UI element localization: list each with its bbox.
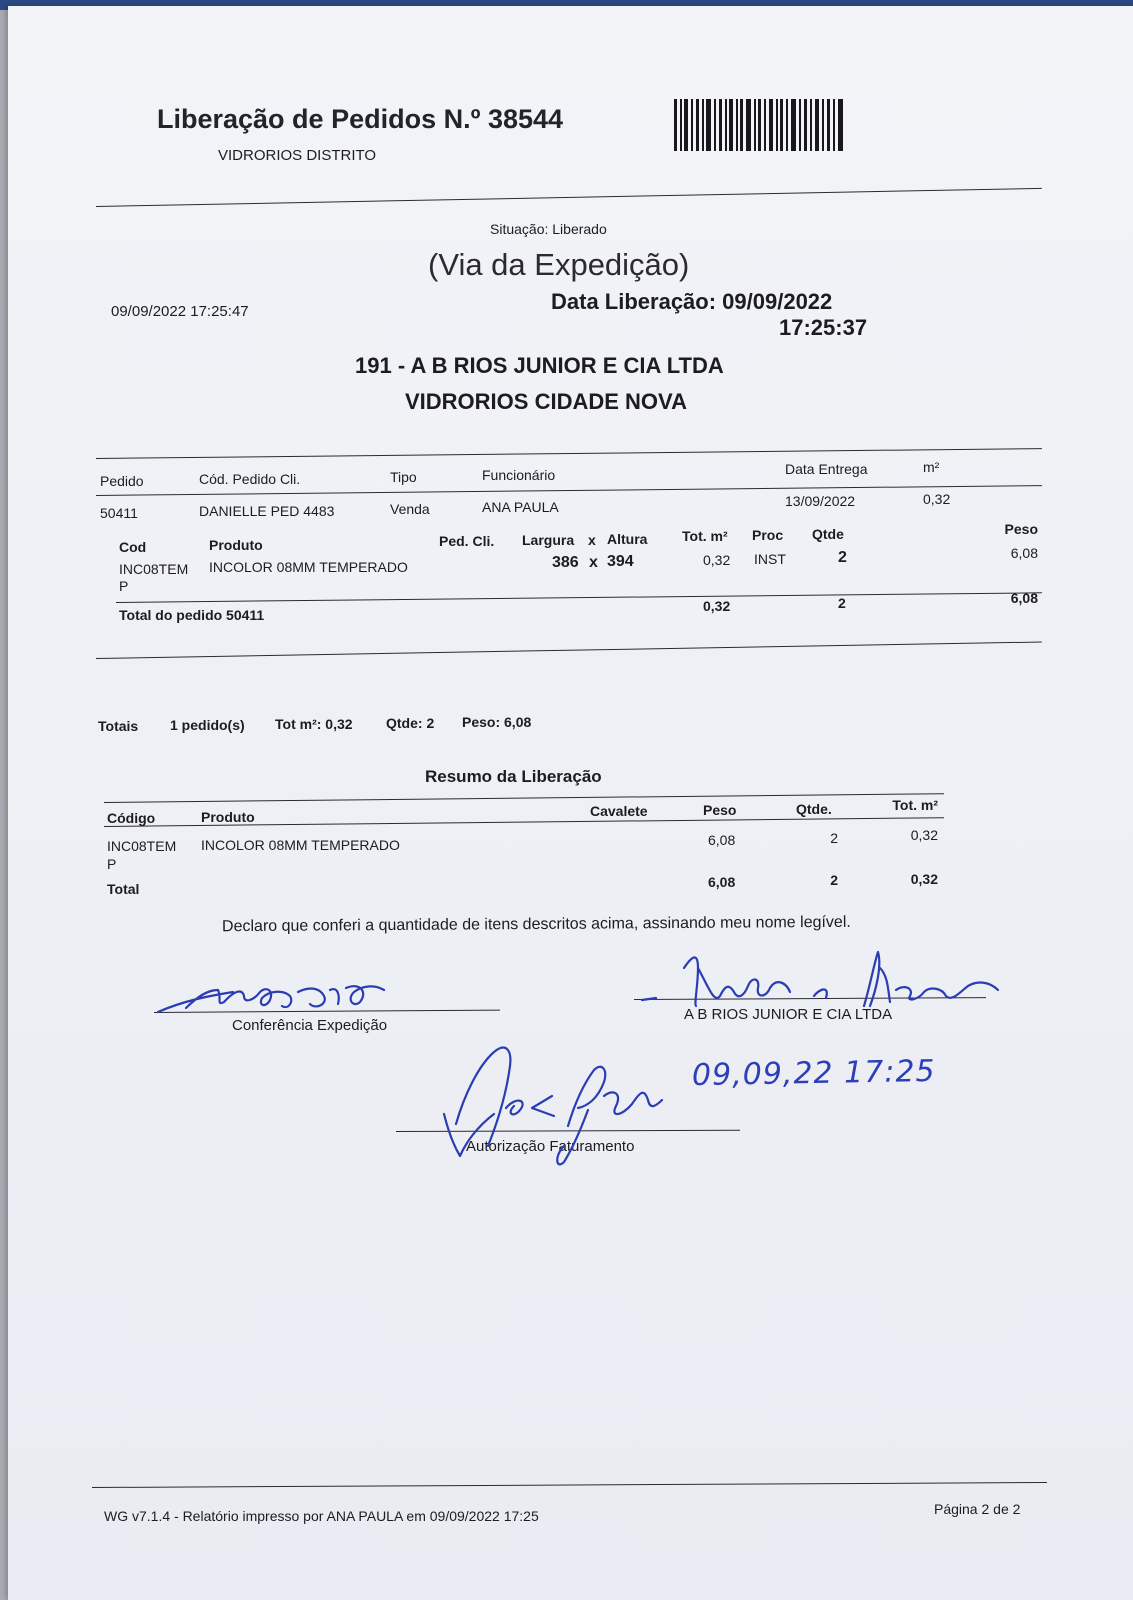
resumo-produto: INCOLOR 08MM TEMPERADO bbox=[201, 837, 400, 853]
footer-report-info: WG v7.1.4 - Relatório impresso por ANA PAULA em 09/09/2022 17:25 bbox=[104, 1508, 539, 1524]
item-header-proc: Proc bbox=[752, 527, 784, 543]
col-header-m2: m² bbox=[923, 459, 940, 475]
item-x: x bbox=[589, 554, 598, 571]
client-branch: VIDRORIOS CIDADE NOVA bbox=[405, 389, 687, 414]
resumo-header-peso: Peso bbox=[703, 802, 737, 818]
item-header-ped-cli: Ped. Cli. bbox=[439, 533, 495, 549]
col-header-data-entrega: Data Entrega bbox=[785, 461, 868, 477]
col-header-pedido: Pedido bbox=[100, 473, 144, 489]
resumo-total-tot-m2: 0,32 bbox=[910, 871, 938, 887]
document-title: Liberação de Pedidos N.º 38544 bbox=[157, 104, 564, 134]
resumo-peso: 6,08 bbox=[708, 832, 736, 848]
item-qtde: 2 bbox=[838, 549, 847, 566]
resumo-total-peso: 6,08 bbox=[708, 874, 736, 890]
item-cod-line1: INC08TEM bbox=[119, 561, 189, 577]
order-total-peso: 6,08 bbox=[1010, 590, 1038, 606]
totais-label: Totais bbox=[98, 718, 139, 734]
footer-page-number: Página 2 de 2 bbox=[934, 1501, 1021, 1517]
handwritten-signatures bbox=[8, 6, 1133, 1600]
item-produto: INCOLOR 08MM TEMPERADO bbox=[209, 559, 408, 575]
item-header-cod: Cod bbox=[119, 539, 147, 555]
company-name: VIDRORIOS DISTRITO bbox=[218, 147, 377, 164]
item-largura: 386 bbox=[552, 554, 579, 571]
item-peso: 6,08 bbox=[1010, 545, 1038, 561]
resumo-tot-m2: 0,32 bbox=[910, 827, 938, 843]
order-total-tot-m2: 0,32 bbox=[703, 598, 731, 614]
resumo-qtde: 2 bbox=[830, 830, 838, 846]
item-header-x: x bbox=[588, 532, 596, 548]
totais-pedidos: 1 pedido(s) bbox=[170, 717, 245, 733]
item-header-peso: Peso bbox=[1004, 521, 1038, 537]
order-funcionario-value: ANA PAULA bbox=[482, 499, 559, 515]
resumo-codigo-line1: INC08TEM bbox=[107, 838, 177, 854]
conferencia-label: Conferência Expedição bbox=[232, 1017, 388, 1034]
col-header-cod-pedido-cli: Cód. Pedido Cli. bbox=[199, 471, 301, 487]
order-cod-pedido-cli-value: DANIELLE PED 4483 bbox=[199, 503, 335, 519]
item-tot-m2: 0,32 bbox=[703, 552, 731, 568]
item-cod-line2: P bbox=[119, 578, 129, 594]
resumo-total-qtde: 2 bbox=[830, 872, 838, 888]
resumo-header-codigo: Código bbox=[107, 810, 156, 826]
resumo-codigo-line2: P bbox=[107, 856, 117, 872]
totais-qtde: Qtde: 2 bbox=[386, 715, 435, 731]
totais-peso: Peso: 6,08 bbox=[462, 714, 532, 730]
client-signature-label: A B RIOS JUNIOR E CIA LTDA bbox=[684, 1006, 893, 1023]
item-header-qtde: Qtde bbox=[812, 526, 844, 542]
resumo-header-produto: Produto bbox=[201, 809, 255, 825]
order-tipo-value: Venda bbox=[390, 501, 430, 517]
release-time: 17:25:37 bbox=[779, 315, 868, 340]
resumo-header-qtde: Qtde. bbox=[796, 801, 832, 817]
order-data-entrega-value: 13/09/2022 bbox=[785, 493, 856, 509]
resumo-header-cavalete: Cavalete bbox=[590, 803, 648, 819]
resumo-header-tot-m2: Tot. m² bbox=[892, 797, 938, 813]
handwritten-datetime: 09,09,22 17:25 bbox=[691, 1053, 936, 1094]
resumo-total-label: Total bbox=[107, 881, 140, 897]
order-m2-value: 0,32 bbox=[923, 491, 951, 507]
order-total-qtde: 2 bbox=[838, 595, 846, 611]
order-total-label: Total do pedido 50411 bbox=[119, 607, 265, 623]
declaration-text: Declaro que conferi a quantidade de itens descritos acima, assinando meu nome legível. bbox=[221, 913, 851, 936]
print-datetime: 09/09/2022 17:25:47 bbox=[111, 303, 249, 320]
totais-tot-m2: Tot m²: 0,32 bbox=[275, 716, 353, 732]
resumo-title: Resumo da Liberação bbox=[425, 767, 602, 786]
copy-label: (Via da Expedição) bbox=[428, 247, 690, 282]
release-date: Data Liberação: 09/09/2022 bbox=[551, 289, 833, 314]
item-altura: 394 bbox=[607, 553, 634, 570]
status-text: Situação: Liberado bbox=[490, 221, 607, 237]
order-pedido-value: 50411 bbox=[100, 505, 138, 521]
col-header-funcionario: Funcionário bbox=[482, 467, 556, 483]
col-header-tipo: Tipo bbox=[390, 469, 417, 485]
item-header-produto: Produto bbox=[209, 537, 263, 553]
client-name: 191 - A B RIOS JUNIOR E CIA LTDA bbox=[355, 353, 724, 378]
autorizacao-label: Autorização Faturamento bbox=[466, 1138, 635, 1155]
item-header-tot-m2: Tot. m² bbox=[682, 528, 728, 544]
item-header-altura: Altura bbox=[607, 531, 648, 547]
item-proc: INST bbox=[754, 551, 786, 567]
item-header-largura: Largura bbox=[522, 532, 575, 548]
document-page bbox=[8, 6, 1133, 1600]
